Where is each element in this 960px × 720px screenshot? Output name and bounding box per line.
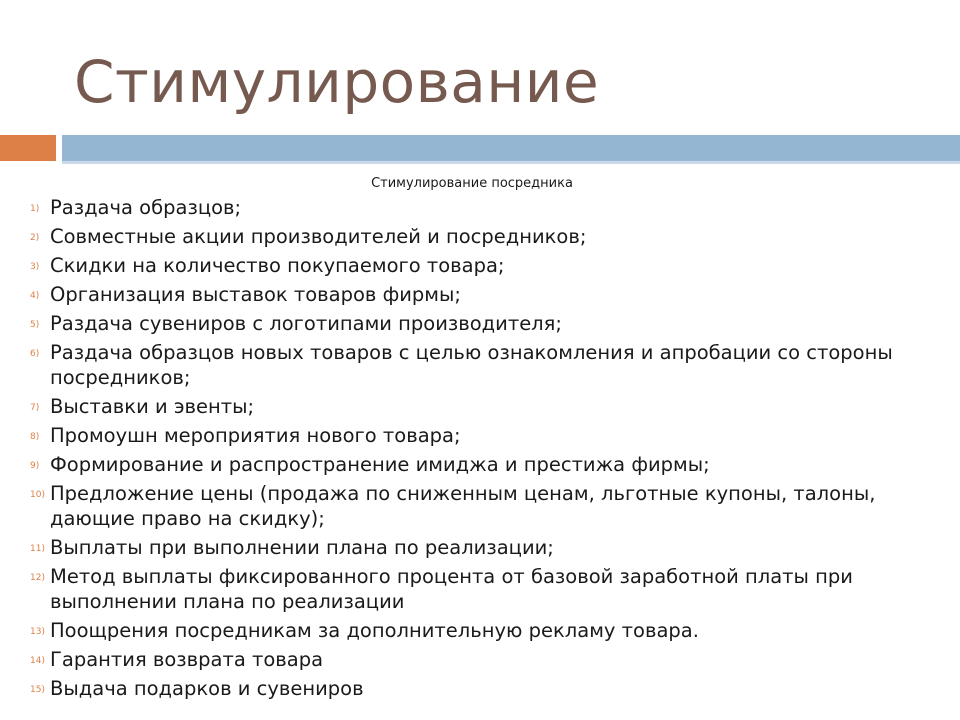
list-number: 5) [30,320,40,330]
list-number: 9) [30,461,40,471]
list-number: 10) [30,490,45,500]
list-item [30,618,930,643]
list-number: 3) [30,262,40,272]
list-item-text: Предложение цены (продажа по сниженным ценам, льготные купоны, талоны, дающие право на скидку); [50,482,876,530]
list-item [30,282,930,307]
list-item-text: Выставки и эвенты; [50,395,255,418]
bullet-list [30,195,930,705]
slide-subtitle: Стимулирование посредника [371,176,573,191]
list-item [30,452,930,477]
list-item-text: Гарантия возврата товара [50,648,324,671]
list-item [30,535,930,560]
list-number: 4) [30,291,40,301]
list-number: 15) [30,685,45,695]
list-item-text: Раздача сувениров с логотипами производителя; [50,312,562,335]
list-item [30,564,930,614]
slide-title: Стимулирование [74,48,600,116]
list-item [30,340,930,390]
list-item-text: Промоушн мероприятия нового товара; [50,424,461,447]
list-number: 1) [30,204,40,214]
list-item-text: Поощрения посредникам за дополнительную рекламу товара. [50,619,699,642]
list-number: 13) [30,627,45,637]
list-item-text: Раздача образцов; [50,196,242,219]
list-item-text: Скидки на количество покупаемого товара; [50,254,505,277]
list-item-text: Раздача образцов новых товаров с целью ознакомления и апробации со стороны посредников; [50,341,893,389]
list-number: 6) [30,349,40,359]
list-item [30,394,930,419]
list-number: 8) [30,432,40,442]
list-item [30,311,930,336]
list-number: 7) [30,403,40,413]
accent-bar-blue [62,135,960,161]
accent-bar-orange [0,135,56,161]
list-item-text: Организация выставок товаров фирмы; [50,283,461,306]
list-item [30,253,930,278]
list-item-text: Совместные акции производителей и посредников; [50,225,587,248]
list-item-text: Выплаты при выполнении плана по реализации; [50,536,554,559]
accent-bar-underline [62,161,960,164]
list-item-text: Метод выплаты фиксированного процента от базовой заработной платы при выполнении плана по реализации [50,565,853,613]
list-item-text: Выдача подарков и сувениров [50,677,364,700]
list-item-text: Формирование и распространение имиджа и престижа фирмы; [50,453,710,476]
list-number: 2) [30,233,40,243]
list-item [30,423,930,448]
list-item [30,481,930,531]
list-number: 14) [30,656,45,666]
list-number: 11) [30,544,45,554]
list-item [30,647,930,672]
list-item [30,224,930,249]
list-number: 12) [30,573,45,583]
list-item [30,676,930,701]
list-item [30,195,930,220]
